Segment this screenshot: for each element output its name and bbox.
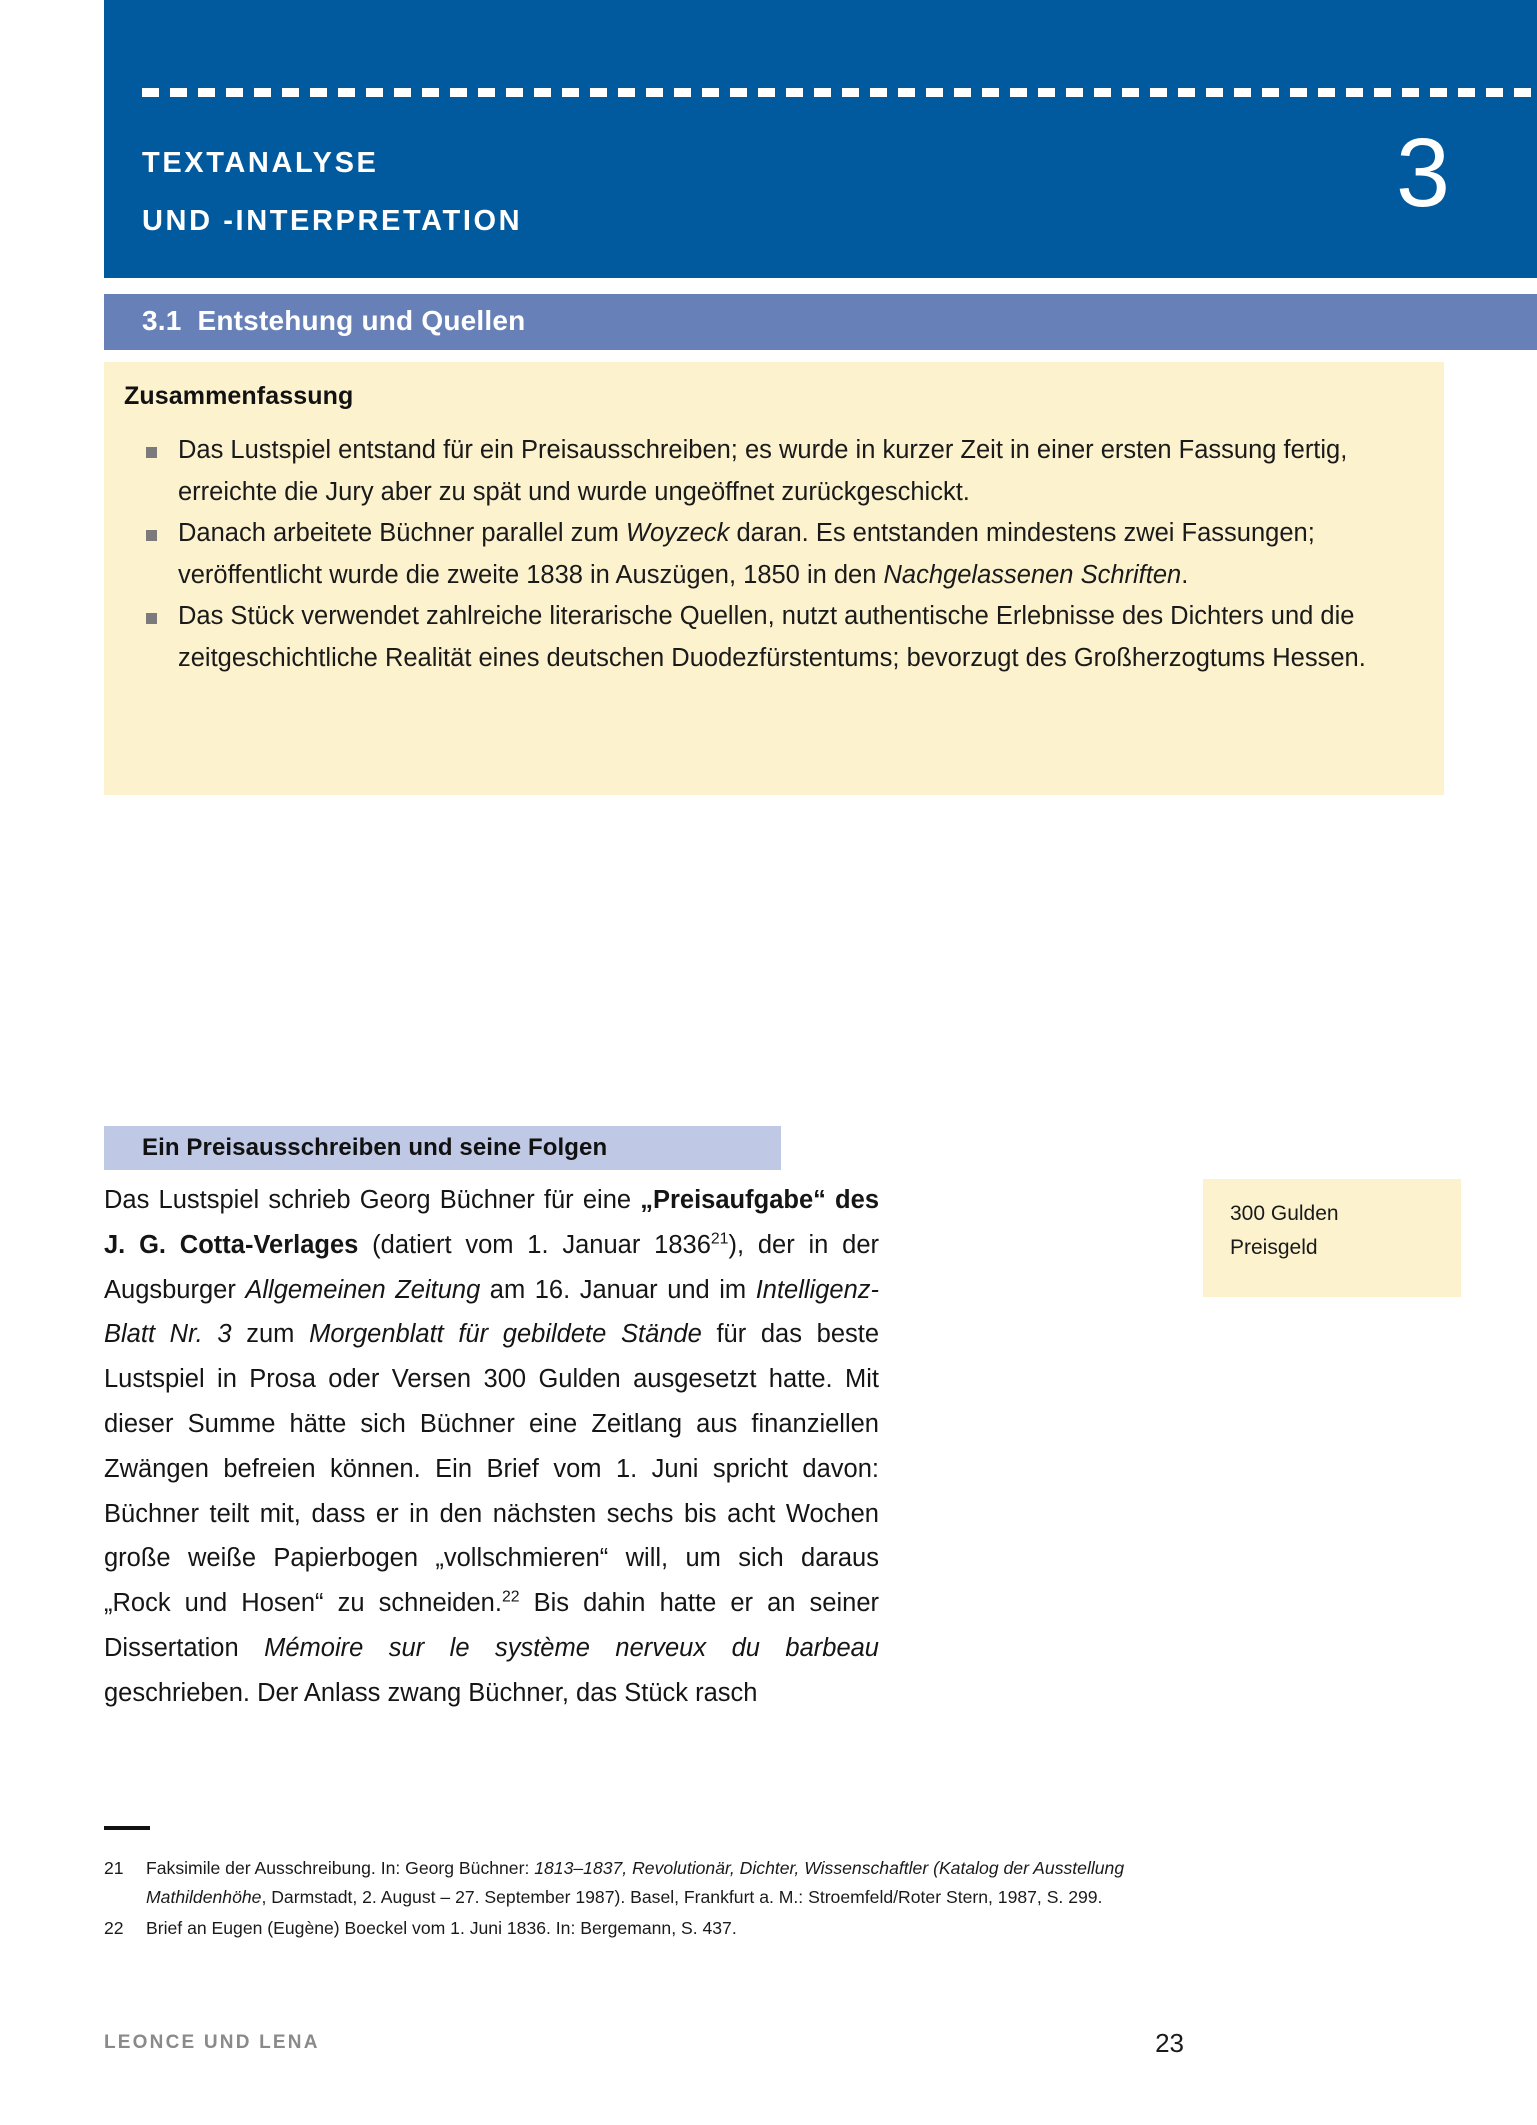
text-run: Mémoire sur le système nerveux du barbeau [264, 1633, 879, 1662]
footnote-separator-rule [104, 1826, 150, 1830]
text-run: 21 [710, 1230, 729, 1248]
text-run: Brief an Eugen (Eugène) Boeckel vom 1. Juni 1836. In: Bergemann, S. 437. [146, 1918, 737, 1938]
page-footer [104, 2028, 1184, 2064]
text-run: geschrieben. Der Anlass zwang Büchner, das Stück rasch [104, 1678, 758, 1707]
footnote-number: 22 [104, 1918, 124, 1938]
square-bullet-icon [146, 447, 157, 458]
text-run: 22 [501, 1588, 520, 1606]
margin-note-text [1230, 1197, 1339, 1265]
text-run: Das Lustspiel schrieb Georg Büchner für eine [104, 1186, 641, 1214]
footnote-item [104, 1854, 1184, 1912]
chapter-title [142, 134, 522, 250]
section-heading-label: 3.1 Entstehung und Quellen [142, 305, 526, 336]
square-bullet-icon [146, 530, 157, 541]
text-run: 1813–1837, Revolutionär, Dichter, Wissenschaftler (Katalog der Ausstellung Mathildenhöhe [146, 1858, 1125, 1907]
text-run: . [1181, 560, 1189, 589]
text-run: Faksimile der Ausschreibung. In: Georg Büchner: [146, 1858, 535, 1878]
body-paragraph [104, 1178, 879, 1716]
footnote-number: 21 [104, 1858, 124, 1878]
summary-bullet-item [124, 596, 1426, 679]
margin-note-line-2: Preisgeld [1230, 1236, 1318, 1259]
text-run: , Darmstadt, 2. August – 27. September 1987). Basel, Frankfurt a. M.: Stroemfeld/Roter Stern, 1987, S. 299. [261, 1887, 1103, 1907]
text-run: ), der in der Augsburger [104, 1230, 879, 1304]
text-run: Nachgelassenen Schriften [883, 560, 1182, 589]
chapter-number: 3 [1396, 118, 1449, 227]
text-run: „Preisaufgabe“ des J. G. Cotta-Verlages [104, 1186, 879, 1259]
subsection-heading-bar [104, 1126, 781, 1170]
text-run: Morgenblatt für gebildete Stände [309, 1320, 702, 1349]
summary-heading: Zusammenfassung [124, 382, 354, 410]
margin-note-line-1: 300 Gulden [1230, 1202, 1339, 1225]
footnote-item [104, 1914, 1184, 1943]
chapter-header-banner [104, 0, 1537, 278]
text-run: Woyzeck [625, 519, 730, 547]
text-run: (datiert vom 1. Januar 1836 [358, 1230, 711, 1259]
chapter-title-line-2: UND -INTERPRETATION [142, 205, 523, 237]
summary-box [104, 362, 1444, 795]
text-run: Bis dahin hatte er an seiner Dissertation [104, 1589, 880, 1662]
summary-bullet-item [124, 430, 1426, 513]
square-bullet-icon [146, 613, 157, 624]
text-run: Das Stück verwendet zahlreiche literarische Quellen, nutzt authentische Erlebnisse des Dichters und die zeitgeschichtliche Realität eines deutschen Duodezfürstentums; bevorzugt des Großherzogtums Hessen. [178, 602, 1366, 672]
chapter-title-line-1: TEXTANALYSE [142, 147, 379, 179]
summary-bullet-list [124, 430, 1426, 679]
text-run: daran. Es entstanden mindestens zwei Fassungen; veröffentlicht wurde die zweite 1838 in Auszügen, 1850 in den [178, 519, 1315, 589]
text-run: Danach arbeitete Büchner parallel zum [178, 519, 626, 547]
text-run: zum [231, 1320, 310, 1349]
section-heading-bar [104, 294, 1537, 350]
text-run: Allgemeinen Zeitung [245, 1275, 481, 1304]
summary-bullet-item [124, 513, 1426, 596]
text-run: Intelligenz-Blatt Nr. 3 [104, 1275, 880, 1349]
text-run: Das Lustspiel entstand für ein Preisausschreiben; es wurde in kurzer Zeit in einer ersten Fassung fertig, erreichte die Jury aber zu spät und wurde ungeöffnet zurückgeschickt. [178, 436, 1348, 506]
text-run: für das beste Lustspiel in Prosa oder Versen 300 Gulden ausgesetzt hatte. Mit dieser Summe hätte sich Büchner eine Zeitlang aus finanziellen Zwängen befreien können. Ein Brief vom 1. Juni spricht davon: Büchner teilt mit, dass er in den nächsten sechs bis acht Wochen große weiße Papierbogen „vollschmieren“ will, um sich daraus „Rock und Hosen“ zu schneiden. [104, 1320, 880, 1618]
subsection-heading-label: Ein Preisausschreiben und seine Folgen [142, 1134, 608, 1161]
running-title: LEONCE UND LENA [104, 2032, 320, 2053]
footnote-list [104, 1854, 1184, 1945]
margin-note-box [1203, 1179, 1461, 1297]
dashed-rule-decoration [142, 88, 1537, 97]
page-number: 23 [1155, 2028, 1184, 2058]
text-run: am 16. Januar und im [480, 1275, 756, 1304]
